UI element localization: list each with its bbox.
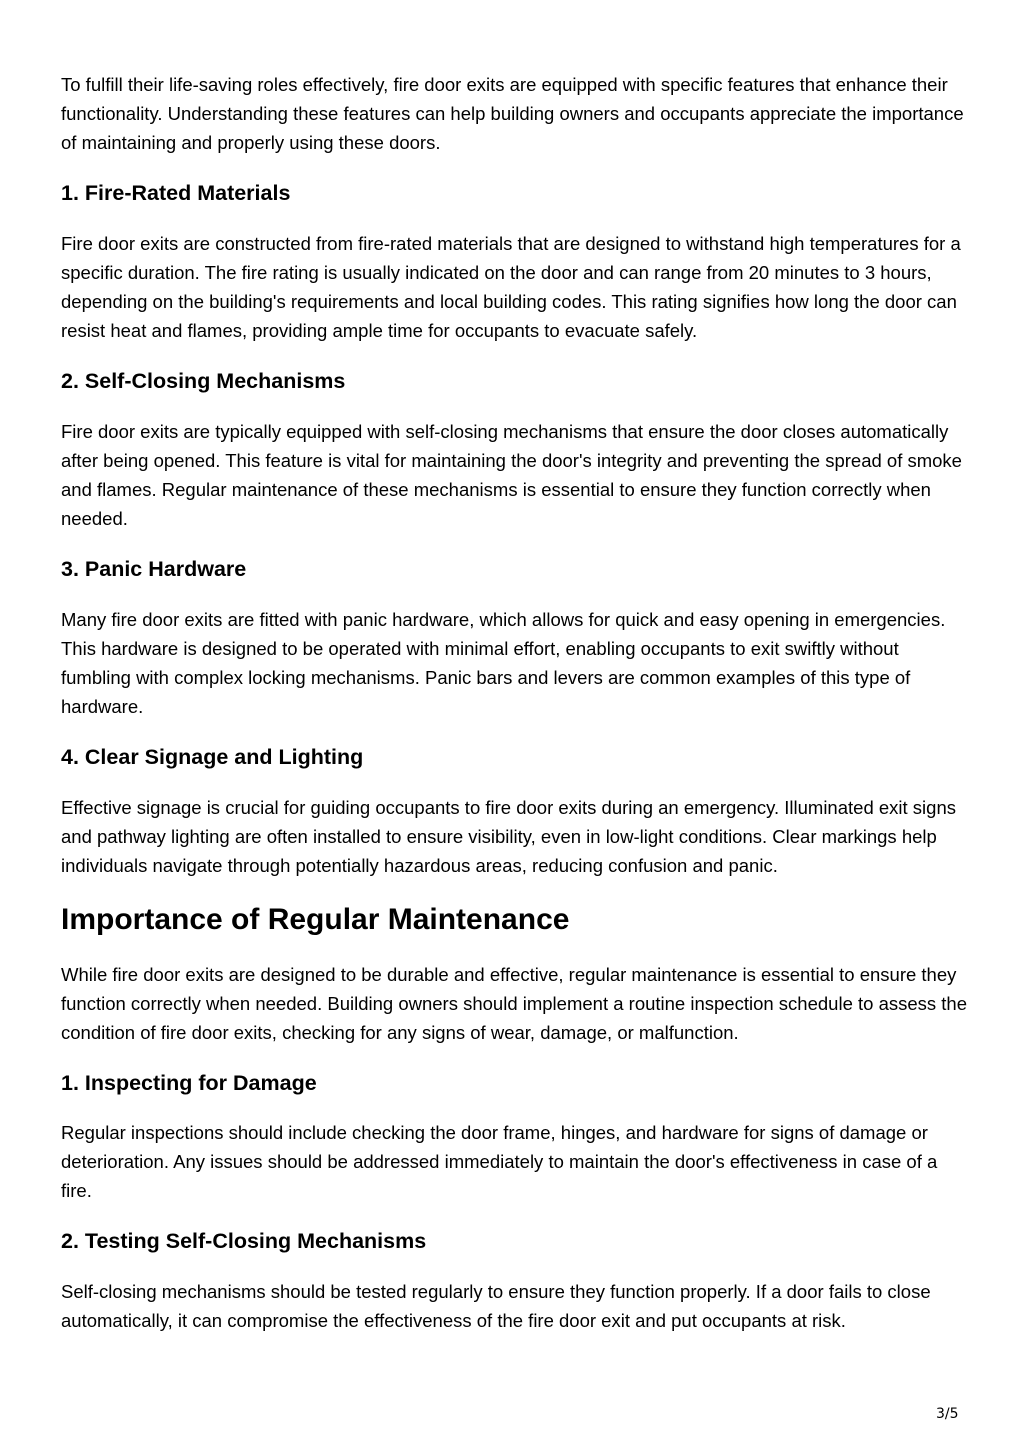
feature-body-self-closing: Fire door exits are typically equipped with self-closing mechanisms that ensure the door closes automatically after being opened. This feature is vital for maintaining the door's integrity and preventing the spread of smoke and flames. Regular maintenance of these mechanisms is essential to ensure they function correctly when needed. — [61, 421, 962, 529]
feature-heading-self-closing: 2. Self-Closing Mechanisms — [61, 369, 346, 393]
feature-heading-panic-hardware: 3. Panic Hardware — [61, 557, 247, 581]
page-number: 3/5 — [936, 1406, 959, 1422]
feature-body-signage: Effective signage is crucial for guiding occupants to fire door exits during an emergency. Illuminated exit signs and pathway lighting are often installed to ensure visibility, even in low-light conditions. Clear markings help individuals navigate through potentially hazardous areas, reducing confusion and panic. — [61, 797, 956, 876]
intro-paragraph: To fulfill their life-saving roles effectively, fire door exits are equipped with specific features that enhance their functionality. Understanding these features can help building owners and occupants appreciate the importance of maintaining and properly using these doors. — [61, 74, 964, 153]
feature-heading-signage: 4. Clear Signage and Lighting — [61, 745, 364, 769]
maintenance-heading-testing: 2. Testing Self-Closing Mechanisms — [61, 1229, 427, 1253]
maintenance-body-inspecting: Regular inspections should include checking the door frame, hinges, and hardware for signs of damage or deterioration. Any issues should be addressed immediately to maintain the door's effectiveness in case of a fire. — [61, 1122, 938, 1201]
section-title-maintenance: Importance of Regular Maintenance — [61, 903, 570, 936]
maintenance-body-testing: Self-closing mechanisms should be tested regularly to ensure they function properly. If a door fails to close automatically, it can compromise the effectiveness of the fire door exit and put occupants at risk. — [61, 1281, 931, 1331]
page-content — [61, 70, 971, 1335]
maintenance-heading-inspecting: 1. Inspecting for Damage — [61, 1071, 317, 1095]
maintenance-intro-paragraph: While fire door exits are designed to be durable and effective, regular maintenance is essential to ensure they function correctly when needed. Building owners should implement a routine inspection schedule to assess the condition of fire door exits, checking for any signs of wear, damage, or malfunction. — [61, 964, 968, 1043]
feature-body-panic-hardware: Many fire door exits are fitted with panic hardware, which allows for quick and easy opening in emergencies. This hardware is designed to be operated with minimal effort, enabling occupants to exit swiftly without fumbling with complex locking mechanisms. Panic bars and levers are common examples of this type of hardware. — [61, 609, 946, 717]
feature-heading-fire-rated: 1. Fire-Rated Materials — [61, 181, 291, 205]
feature-body-fire-rated: Fire door exits are constructed from fire-rated materials that are designed to withstand high temperatures for a specific duration. The fire rating is usually indicated on the door and can range from 20 minutes to 3 hours, depending on the building's requirements and local building codes. This rating signifies how long the door can resist heat and flames, providing ample time for occupants to evacuate safely. — [61, 233, 961, 341]
